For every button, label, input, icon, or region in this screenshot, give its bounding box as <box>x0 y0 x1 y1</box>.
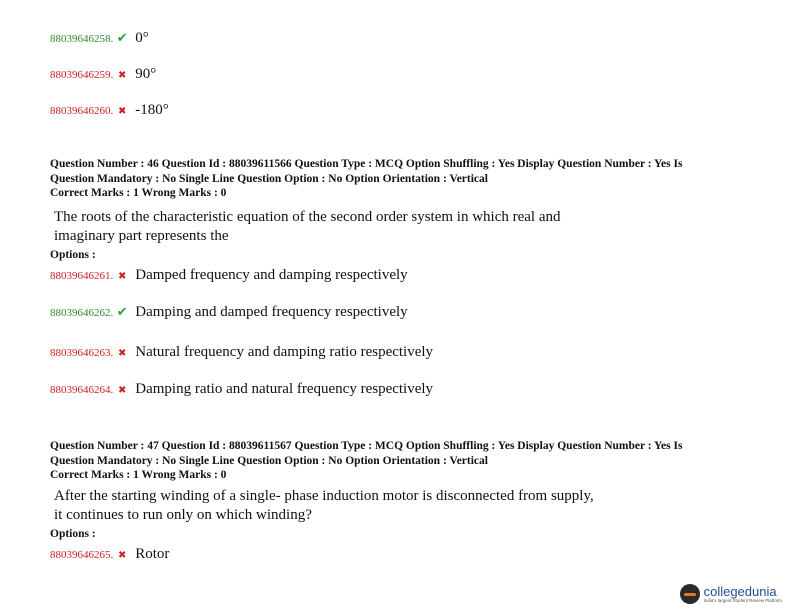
marks-line: Correct Marks : 1 Wrong Marks : 0 <box>50 187 227 199</box>
cross-icon: ✖ <box>118 70 127 81</box>
question-text-line: After the starting winding of a single- phase induction motor is disconnected from supply, <box>54 488 594 504</box>
cross-icon: ✖ <box>118 271 127 282</box>
question-text <box>54 208 560 246</box>
option-text: 90° <box>135 66 157 82</box>
question-text-line: it continues to run only on which winding? <box>54 507 312 523</box>
option-id: 88039646259. <box>50 69 114 81</box>
marks-line: Correct Marks : 1 Wrong Marks : 0 <box>50 469 227 481</box>
question-meta-line: Question Number : 46 Question Id : 88039611566 Question Type : MCQ Option Shuffling : Yes Display Question Number : Yes Is <box>50 158 683 170</box>
options-label: Options : <box>50 249 96 261</box>
cross-icon: ✖ <box>118 348 127 359</box>
question-meta-line: Question Mandatory : No Single Line Question Option : No Option Orientation : Vertical <box>50 172 488 185</box>
cross-icon: ✖ <box>118 385 127 396</box>
question-text-line: The roots of the characteristic equation of the second order system in which real and <box>54 209 561 225</box>
question-meta <box>50 439 750 483</box>
option-text: Damping ratio and natural frequency respectively <box>135 381 434 397</box>
option-text: 0° <box>135 30 149 46</box>
option-text: Rotor <box>135 546 170 562</box>
question-text <box>54 487 594 525</box>
option-id: 88039646265. <box>50 549 114 561</box>
logo-tagline: India's largest Student Review Platform <box>703 597 782 603</box>
option-row <box>50 381 433 398</box>
question-meta-line: Question Number : 47 Question Id : 88039611567 Question Type : MCQ Option Shuffling : Yes Display Question Number : Yes Is <box>50 440 683 452</box>
option-id: 88039646264. <box>50 384 114 396</box>
option-text: Natural frequency and damping ratio respectively <box>135 344 434 360</box>
option-id: 88039646258. <box>50 33 114 45</box>
option-text: Damped frequency and damping respectively <box>135 267 408 283</box>
option-row <box>50 30 149 47</box>
option-row <box>50 546 169 563</box>
question-meta-line: Question Mandatory : No Single Line Question Option : No Option Orientation : Vertical <box>50 454 488 467</box>
option-row <box>50 344 433 361</box>
cross-icon: ✖ <box>118 106 127 117</box>
check-icon: ✔ <box>116 30 128 45</box>
option-row <box>50 66 156 83</box>
option-id: 88039646262. <box>50 307 114 319</box>
option-id: 88039646260. <box>50 105 114 117</box>
collegedunia-logo <box>680 584 782 604</box>
cross-icon: ✖ <box>118 550 127 561</box>
option-id: 88039646261. <box>50 270 114 282</box>
question-meta <box>50 157 750 201</box>
options-label: Options : <box>50 528 96 540</box>
option-text: Damping and damped frequency respectively <box>135 304 408 320</box>
option-row <box>50 267 408 284</box>
option-row <box>50 102 169 119</box>
option-row <box>50 304 408 321</box>
check-icon: ✔ <box>116 304 128 319</box>
question-text-line: imaginary part represents the <box>54 228 229 244</box>
logo-name: collegedunia <box>703 583 777 599</box>
graduate-mascot-icon <box>680 584 700 604</box>
option-id: 88039646263. <box>50 347 114 359</box>
option-text: -180° <box>135 102 169 118</box>
